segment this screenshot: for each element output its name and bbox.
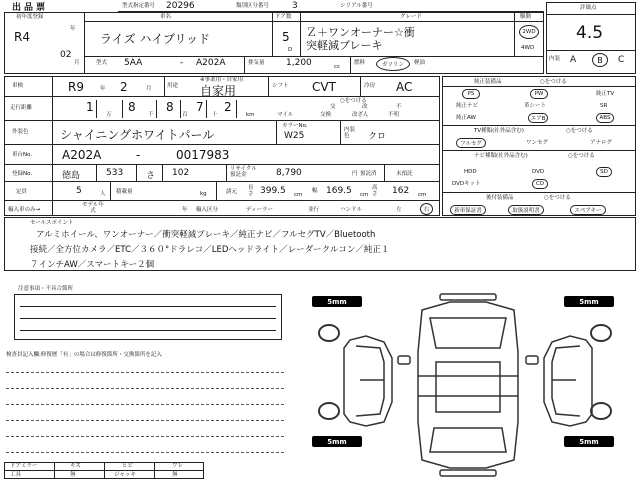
sales-line2: 接続／全方位カメラ／ETC／３６０°ドラレコ／LEDヘッドライト／レーダークルコン／純正１ xyxy=(30,245,390,255)
meter-opt-fumei: 不明 xyxy=(388,112,400,118)
rear-note: ○をつける xyxy=(544,195,571,201)
mileage-digit: 8 xyxy=(128,100,136,114)
sheet-title: 出品票 xyxy=(12,3,49,13)
plate-num: 102 xyxy=(172,168,190,178)
import-option-parallel: 並行 xyxy=(308,207,320,213)
meter-kanji-fumei: 不 xyxy=(396,104,402,110)
use-label: 用途 xyxy=(167,83,179,89)
sales-label: セールスポイント xyxy=(30,220,74,226)
equip-ps: PS xyxy=(462,89,480,99)
disp-unit: cc xyxy=(334,64,341,70)
equip-sr: SR xyxy=(600,103,608,109)
recycle-unit: 円 xyxy=(352,171,358,177)
navi-note: ○をつける xyxy=(568,153,595,159)
rear-sparekey: スペアキー xyxy=(570,205,606,215)
mileage-unit: km xyxy=(246,112,255,118)
recycle-status-label: 預託済 xyxy=(360,171,377,177)
mileage-digit: 8 xyxy=(166,100,174,114)
shaken-era: R9 xyxy=(68,80,84,94)
footer-tool: 工具 xyxy=(10,472,22,478)
type-label: 型式 xyxy=(96,60,108,66)
category: 3 xyxy=(292,1,298,11)
interior-c: C xyxy=(618,55,625,65)
use-value: 自家用 xyxy=(200,84,237,98)
car-diagram xyxy=(300,292,636,478)
shaken-label: 車検 xyxy=(12,83,24,89)
equip-tv: 純正TV xyxy=(596,91,615,97)
mileage-unit-juu: 十 xyxy=(212,112,218,118)
doors-label: ドア数 xyxy=(275,14,292,20)
height: 162 xyxy=(392,186,410,196)
carname: ライズ ハイブリッド xyxy=(100,32,211,46)
color-no: W25 xyxy=(284,131,305,141)
width-unit: cm xyxy=(360,192,369,198)
navi-cd: CD xyxy=(532,179,548,189)
plate-kana: さ xyxy=(146,171,156,181)
equip-aw: 純正AW xyxy=(456,115,476,121)
equip-pw: PW xyxy=(530,89,548,99)
tv-note: ○をつける xyxy=(566,128,593,134)
footer-tool-val: 無 xyxy=(70,472,76,478)
len-label: 長さ xyxy=(248,185,254,197)
sales-line3: ７インチAW／スマートキー２個 xyxy=(30,260,155,270)
first-reg-era: R4 xyxy=(14,30,30,44)
tv-fullseg: フルセグ xyxy=(456,138,486,148)
shaken-year-mark: 年 xyxy=(100,86,106,92)
width: 169.5 xyxy=(326,186,352,196)
shift-label: シフト xyxy=(272,83,289,89)
interior-label: 内装 xyxy=(549,56,561,62)
navi-hdd: HDD xyxy=(464,169,477,175)
equip-abs: ABS xyxy=(596,113,614,123)
len: 399.5 xyxy=(260,186,286,196)
mileage-unit-hyaku: 百 xyxy=(182,112,188,118)
notes-title: 注意事項・不具合箇所 xyxy=(18,286,74,292)
footer-h-crack: ヒビ xyxy=(122,463,134,469)
equip-airbag: エアB xyxy=(528,113,548,123)
width-label: 幅 xyxy=(312,188,318,194)
model-code-label: 型式指定番号 xyxy=(122,3,156,9)
vin-label: 車台No. xyxy=(12,152,33,158)
import-option-dealer: ディーラー xyxy=(246,207,274,213)
rear-title: 後付装備品 xyxy=(486,195,514,201)
model-year-label: モデル年式 xyxy=(82,202,104,214)
fuel-other: 軽油 xyxy=(414,60,426,66)
footer-h-mirror: ドアミラー xyxy=(10,463,38,469)
handle-right: 右 xyxy=(420,203,433,215)
color-label: 外装色 xyxy=(12,129,29,135)
load-unit: kg xyxy=(200,191,207,197)
type-prefix: 5AA xyxy=(124,58,143,68)
import-label: 輸入車のみ→ xyxy=(8,207,41,213)
recycle-label: リサイクル預託金 xyxy=(230,166,257,178)
shaken-month: 2 xyxy=(120,80,128,94)
grade-line2: 突軽減ブレーキ xyxy=(306,39,383,52)
equip-title: 純正装備品 xyxy=(474,79,502,85)
month-mark: 月 xyxy=(74,60,80,66)
color-value: シャイニングホワイトパール xyxy=(60,128,215,142)
serial-label: シリアル番号 xyxy=(340,3,373,9)
category-label: 類別区分番号 xyxy=(236,3,270,9)
score: 4.5 xyxy=(576,23,604,43)
handle-left: 左 xyxy=(396,207,402,213)
footer-h-scratch: キズ xyxy=(70,463,81,469)
mileage-unit-man: 万 xyxy=(106,112,112,118)
meter-kanji-koukan: 交 xyxy=(330,104,336,110)
vin-serial: 0017983 xyxy=(176,148,230,162)
model-code: 20296 xyxy=(166,1,195,11)
capacity: 5 xyxy=(76,186,82,196)
meter-opt-kaizan: 改ざん xyxy=(352,112,369,118)
navi-dvdkit: DVDキット xyxy=(452,181,481,187)
navi-sd: SD xyxy=(596,167,612,177)
load-label: 積載量 xyxy=(116,189,133,195)
shaken-month-mark: 月 xyxy=(146,86,152,92)
mileage-unit-sen: 千 xyxy=(148,112,154,118)
plate-area: 徳島 xyxy=(62,171,81,181)
type-dash: - xyxy=(180,58,184,68)
footer-h-break: ワレ xyxy=(172,463,184,469)
capacity-label: 定員 xyxy=(16,189,28,195)
carname-label: 車名 xyxy=(160,14,172,20)
navi-title: ナビ種類(社外品含む) xyxy=(474,153,528,159)
ac-value: AC xyxy=(396,80,413,94)
shift-value: CVT xyxy=(312,80,336,94)
meter-kanji-kaizan: 改 xyxy=(362,104,368,110)
handle-label: ハンドル xyxy=(340,207,363,213)
model-year-suffix: 年 xyxy=(182,207,188,213)
footer-jack-val: 無 xyxy=(172,472,178,478)
vin-dash: - xyxy=(136,148,141,162)
meter-opt-koukan: 交換 xyxy=(320,112,332,118)
disp-label: 排気量 xyxy=(248,60,265,66)
grade-label: グレード xyxy=(400,14,423,20)
import-type-label: 輸入区分 xyxy=(196,207,219,213)
mileage-digit: 2 xyxy=(224,100,232,114)
first-reg-label: 初年度登録 xyxy=(16,14,44,20)
score-label: 評価点 xyxy=(580,5,597,11)
equip-navi: 純正ナビ xyxy=(456,103,479,109)
fuel-label: 燃料 xyxy=(354,60,366,66)
door-suffix: D xyxy=(288,47,293,53)
vin-prefix: A202A xyxy=(62,148,102,162)
interior-b: B xyxy=(592,53,608,67)
notes-box xyxy=(14,294,282,340)
tread-front-right: 5mm xyxy=(564,296,614,307)
use-options: ※事業用・自家用 xyxy=(200,77,244,83)
plate-class: 533 xyxy=(106,168,124,178)
type-code: A202A xyxy=(196,58,226,68)
footer-jack: ジャッキ xyxy=(114,472,136,478)
len-unit: cm xyxy=(294,192,303,198)
height-unit: cm xyxy=(418,192,427,198)
year-mark: 年 xyxy=(70,26,76,32)
tv-oneseg: ワンセグ xyxy=(526,140,549,146)
sales-line1: アルミホイール、ワンオーナー／衝突軽減ブレーキ／純正ナビ／フルセグTV／Bluetooth xyxy=(36,230,376,240)
mileage-digits xyxy=(58,100,258,120)
circle-note: ○をつける xyxy=(340,98,367,104)
equip-leather: 革シート xyxy=(524,103,547,109)
disp: 1,200 xyxy=(286,58,312,68)
fuel-circled: ガソリン xyxy=(376,57,410,71)
equip-note: ○をつける xyxy=(540,79,567,85)
tv-analog: アナログ xyxy=(590,140,613,146)
tread-front-left: 5mm xyxy=(312,296,362,307)
ac-label: 冷房 xyxy=(364,83,376,89)
rear-warranty: 新車保証書 xyxy=(450,205,486,215)
tv-title: TV種類(社外品含む) xyxy=(474,128,524,134)
tread-rear-left: 5mm xyxy=(312,436,362,447)
interior-a: A xyxy=(570,55,577,65)
dim-label: 諸元 xyxy=(226,189,238,195)
plate-label: 登録No. xyxy=(12,171,33,177)
mileage-digit: 1 xyxy=(86,100,94,114)
capacity-unit: 人 xyxy=(100,191,106,197)
color-no-label: カラーNo. xyxy=(282,123,308,129)
grade-line1: Ｚ＋ワンオーナー☆衝 xyxy=(306,26,415,39)
navi-dvd: DVD xyxy=(532,169,545,175)
rear-manual: 取扱説明書 xyxy=(508,205,544,215)
drive-2wd: 2WD xyxy=(519,25,539,39)
mileage-digit: 7 xyxy=(196,100,204,114)
doors: 5 xyxy=(282,30,290,44)
tread-rear-right: 5mm xyxy=(564,436,614,447)
mileage-label: 走行距離 xyxy=(10,105,33,111)
height-label: 高さ xyxy=(372,185,378,197)
inspect-title: 検査員記入欄:修復歴「有」の場合は修復箇所・交換箇所を記入 xyxy=(6,352,162,358)
int-color: クロ xyxy=(368,132,387,142)
first-reg-month: 02 xyxy=(60,50,72,60)
recycle-status: 未預託 xyxy=(396,171,413,177)
meter-label: マイル xyxy=(277,112,294,118)
recycle-value: 8,790 xyxy=(276,168,302,178)
drive-label: 駆動 xyxy=(520,14,532,20)
car-outline-icon xyxy=(300,292,636,478)
drive-4wd: 4WD xyxy=(521,45,535,51)
int-color-label: 内装色 xyxy=(344,127,356,139)
